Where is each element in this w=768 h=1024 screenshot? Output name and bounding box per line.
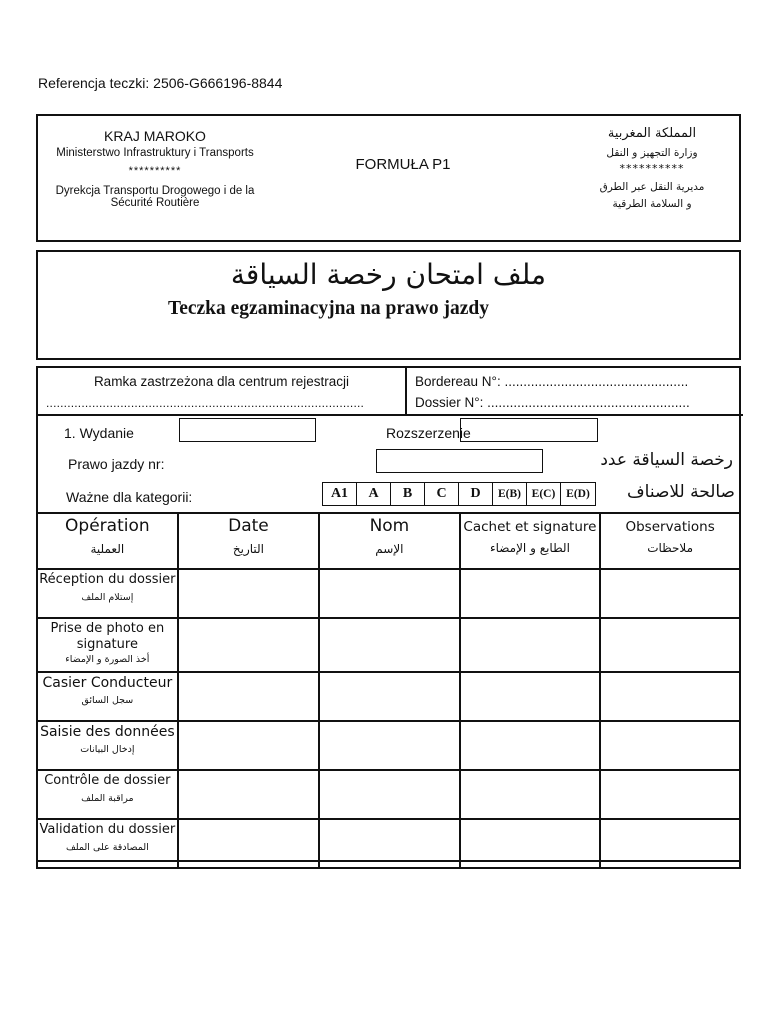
observations-cell[interactable]	[600, 721, 740, 770]
license-number-input[interactable]	[376, 449, 543, 473]
nom-cell[interactable]	[319, 721, 459, 770]
date-cell[interactable]	[178, 618, 319, 672]
table-row	[37, 819, 740, 868]
wydanie-label: 1. Wydanie	[64, 425, 134, 441]
separator-stars-ar: **********	[619, 162, 685, 175]
separator-stars: **********	[128, 165, 182, 177]
header-date: Date التاريخ	[178, 513, 319, 569]
operation-cell: Contrôle de dossier مراقبة الملف	[37, 770, 178, 819]
form-code: FORMUŁA P1	[355, 156, 451, 173]
date-cell[interactable]	[178, 770, 319, 819]
observations-cell[interactable]	[600, 819, 740, 868]
title-polish: Teczka egzaminacyjna na prawo jazdy	[168, 298, 490, 319]
table-row	[37, 721, 740, 770]
header-nom: Nom الإسم	[319, 513, 459, 569]
title-box	[36, 250, 741, 360]
cachet-cell[interactable]	[460, 672, 601, 721]
category-c[interactable]: C	[425, 483, 459, 505]
category-ed[interactable]: E(D)	[566, 488, 590, 500]
license-number-label-ar: رخصة السياقة عدد	[600, 450, 733, 470]
cachet-cell[interactable]	[460, 569, 601, 618]
header-left	[50, 128, 260, 209]
reserved-label: Ramka zastrzeżona dla centrum rejestracji	[93, 374, 350, 389]
categories-grid	[322, 482, 596, 506]
category-b[interactable]: B	[391, 483, 425, 505]
operation-cell: Saisie des données إدخال البيانات	[37, 721, 178, 770]
category-eb[interactable]: E(B)	[493, 483, 527, 505]
directorate-name: Dyrekcja Transportu Drogowego i de la Sécurité Routière	[55, 185, 255, 209]
observations-cell[interactable]	[600, 618, 740, 672]
table-row	[37, 569, 740, 618]
dossier-field: Dossier N°: ......................................................	[415, 395, 690, 410]
cachet-cell[interactable]	[460, 819, 601, 868]
categories-label: Ważne dla kategorii:	[66, 489, 193, 505]
date-cell[interactable]	[178, 721, 319, 770]
table-row	[37, 770, 740, 819]
categories-label-ar: صالحة للاصناف	[627, 482, 735, 502]
rozszerzenie-label: Rozszerzenie	[386, 425, 471, 441]
cachet-cell[interactable]	[460, 618, 601, 672]
title-arabic: ملف امتحان رخصة السياقة	[230, 258, 547, 291]
header-cachet: Cachet et signature الطابع و الإمضاء	[460, 513, 601, 569]
exam-form	[36, 366, 741, 862]
divider	[405, 368, 407, 414]
header-operation: Opération العملية	[37, 513, 178, 569]
country-name: KRAJ MAROKO	[104, 128, 206, 144]
nom-cell[interactable]	[319, 569, 459, 618]
country-name-ar: المملكة المغربية	[607, 126, 697, 141]
bordereau-field: Bordereau N°: .................................................	[415, 374, 689, 389]
observations-cell[interactable]	[600, 672, 740, 721]
operation-cell: Casier Conducteur سجل السائق	[37, 672, 178, 721]
operation-cell: Réception du dossier إستلام الملف	[37, 569, 178, 618]
operations-table	[36, 512, 741, 869]
cachet-cell[interactable]	[460, 721, 601, 770]
table-row	[37, 672, 740, 721]
date-cell[interactable]	[178, 819, 319, 868]
registration-section	[38, 368, 743, 416]
table-row	[37, 618, 740, 672]
nom-cell[interactable]	[319, 618, 459, 672]
category-a[interactable]: A	[357, 483, 391, 505]
directorate-name-ar-2: و السلامة الطرقية	[612, 198, 692, 210]
category-ec[interactable]: E(C)	[527, 483, 561, 505]
ministry-name-ar: وزارة التجهيز و النقل	[606, 147, 698, 159]
observations-cell[interactable]	[600, 569, 740, 618]
reserved-dots: ..........................................................................................	[46, 396, 365, 410]
category-d[interactable]: D	[459, 483, 493, 505]
nom-cell[interactable]	[319, 819, 459, 868]
operation-cell: Validation du dossier المصادقة على الملف	[37, 819, 178, 868]
category-a1[interactable]: A1	[323, 483, 357, 505]
cachet-cell[interactable]	[460, 770, 601, 819]
nom-cell[interactable]	[319, 770, 459, 819]
wydanie-input[interactable]	[179, 418, 316, 442]
header-box	[36, 114, 741, 242]
nom-cell[interactable]	[319, 672, 459, 721]
operation-cell: Prise de photo en signature أخذ الصورة و الإمضاء	[37, 618, 178, 672]
license-number-label: Prawo jazdy nr:	[68, 456, 165, 472]
rozszerzenie-input[interactable]	[460, 418, 598, 442]
directorate-name-ar-1: مديرية النقل عبر الطرق	[599, 181, 705, 193]
file-reference: Referencja teczki: 2506-G666196-8844	[38, 75, 283, 91]
header-right	[577, 126, 727, 213]
date-cell[interactable]	[178, 672, 319, 721]
header-observations: Observations ملاحظات	[600, 513, 740, 569]
observations-cell[interactable]	[600, 770, 740, 819]
date-cell[interactable]	[178, 569, 319, 618]
table-header-row	[37, 513, 740, 569]
ministry-name: Ministerstwo Infrastruktury i Transports	[56, 147, 254, 159]
